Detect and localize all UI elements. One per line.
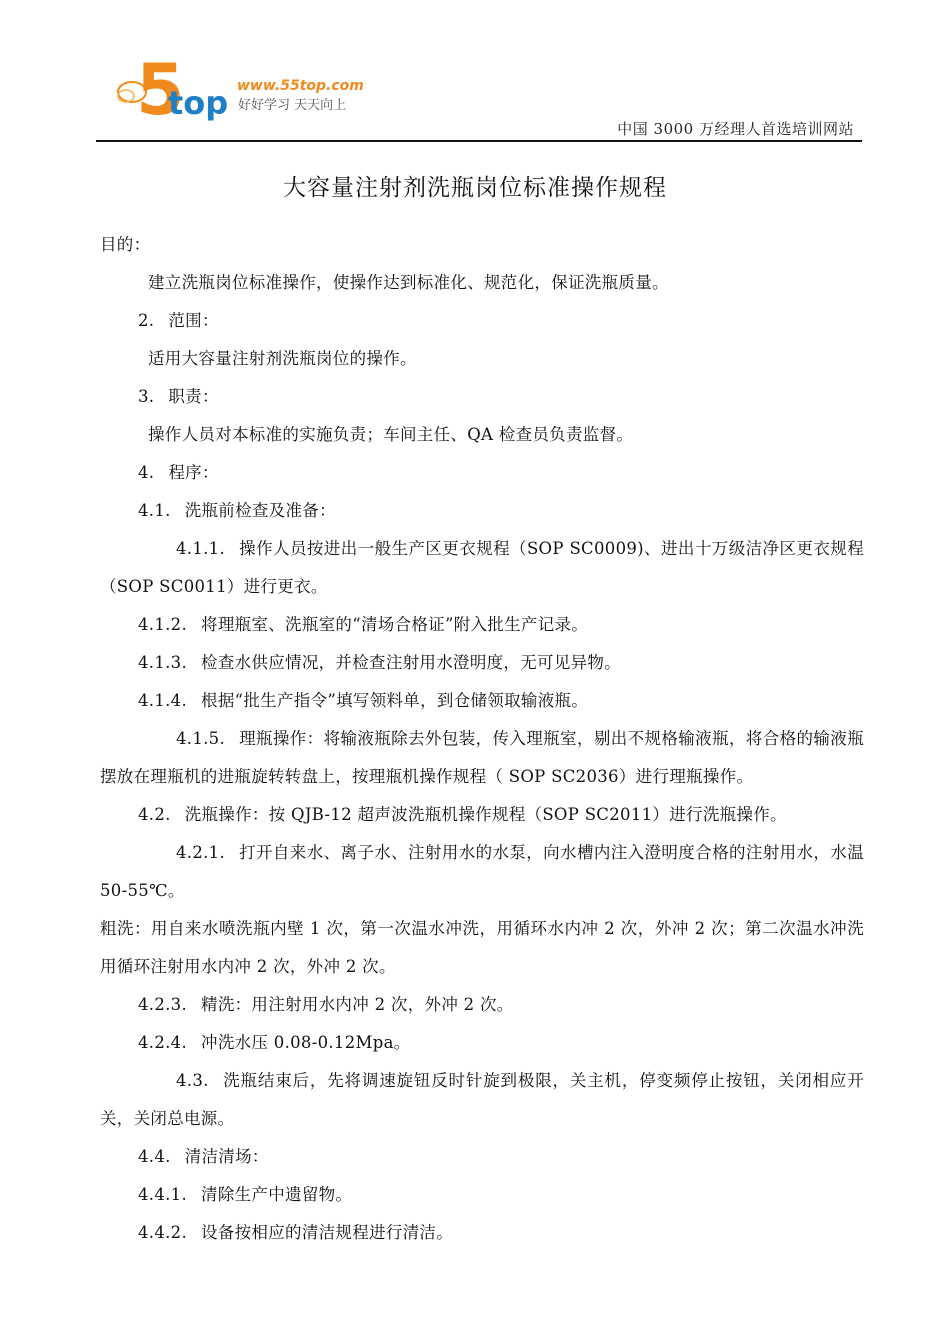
header-divider	[96, 140, 862, 142]
logo-slogan: 好好学习 天天向上	[238, 98, 347, 113]
item-4-2-3	[100, 986, 864, 1024]
section-procedure	[100, 454, 864, 492]
section-heading: 程序：	[168, 463, 219, 482]
section-4-4	[100, 1138, 864, 1176]
section-number: 4.	[138, 463, 155, 482]
document-body	[100, 226, 864, 1252]
logo-brand-word: top	[168, 84, 229, 122]
paragraph-text: 操作人员对本标准的实施负责；车间主任、QA 检查员负责监督。	[148, 425, 634, 444]
section-heading: 职责：	[168, 387, 219, 406]
item-4-1-4	[100, 682, 864, 720]
paragraph-scope-body	[100, 340, 864, 378]
item-4-1-1	[100, 530, 864, 606]
section-number: 4.4.	[138, 1147, 171, 1166]
item-number: 4.1.1.	[176, 539, 226, 558]
item-number: 4.4.2.	[138, 1223, 188, 1242]
section-responsibility	[100, 378, 864, 416]
item-4-2-1	[100, 834, 864, 910]
item-text: 洗瓶结束后，先将调速旋钮反时针旋到极限，关主机，停变频停止按钮，关闭相应开关，关闭总电源。	[100, 1071, 864, 1128]
section-number: 4.3.	[176, 1071, 209, 1090]
section-4-1	[100, 492, 864, 530]
header-tagline: 中国 3000 万经理人首选培训网站	[617, 120, 854, 138]
paragraph-text: 建立洗瓶岗位标准操作，使操作达到标准化、规范化，保证洗瓶质量。	[148, 273, 669, 292]
section-heading: 洗瓶前检查及准备：	[184, 501, 336, 520]
section-number: 2.	[138, 311, 155, 330]
item-4-2-4	[100, 1024, 864, 1062]
paragraph-rough-wash	[100, 910, 864, 986]
section-4-3	[100, 1062, 864, 1138]
paragraph-text: 适用大容量注射剂洗瓶岗位的操作。	[148, 349, 417, 368]
item-number: 4.2.1.	[176, 843, 226, 862]
item-4-1-2	[100, 606, 864, 644]
section-number: 4.1.	[138, 501, 171, 520]
item-number: 4.1.5.	[176, 729, 226, 748]
item-4-1-5	[100, 720, 864, 796]
paragraph-text: 目的：	[100, 235, 151, 254]
site-logo	[112, 52, 402, 127]
item-4-1-3	[100, 644, 864, 682]
item-number: 4.4.1.	[138, 1185, 188, 1204]
item-number: 4.1.2.	[138, 615, 188, 634]
item-text: 清除生产中遗留物。	[201, 1185, 353, 1204]
item-text: 打开自来水、离子水、注射用水的水泵，向水槽内注入澄明度合格的注射用水，水温 50-55℃。	[100, 843, 864, 900]
logo-url: www.55top.com	[237, 78, 364, 94]
paragraph-purpose-body	[100, 264, 864, 302]
section-number: 3.	[138, 387, 155, 406]
item-text: 操作人员按进出一般生产区更衣规程（SOP SC0009)、进出十万级洁净区更衣规程（SOP SC0011）进行更衣。	[100, 539, 864, 596]
item-number: 4.2.4.	[138, 1033, 188, 1052]
section-heading: 洗瓶操作：按 QJB-12 超声波洗瓶机操作规程（SOP SC2011）进行洗瓶操作。	[184, 805, 787, 824]
item-text: 精洗：用注射用水内冲 2 次，外冲 2 次。	[201, 995, 514, 1014]
section-heading: 范围：	[168, 311, 219, 330]
item-number: 4.1.3.	[138, 653, 188, 672]
item-text: 根据“批生产指令”填写领料单，到仓储领取输液瓶。	[201, 691, 589, 710]
item-number: 4.1.4.	[138, 691, 188, 710]
paragraph-purpose	[100, 226, 864, 264]
item-4-4-2	[100, 1214, 864, 1252]
paragraph-text: 粗洗：用自来水喷洗瓶内壁 1 次，第一次温水冲洗，用循环水内冲 2 次，外冲 2 次；第二次温水冲洗用循环注射用水内冲 2 次，外冲 2 次。	[100, 919, 864, 976]
section-heading: 清洁清场：	[184, 1147, 269, 1166]
item-text: 检查水供应情况，并检查注射用水澄明度，无可见异物。	[201, 653, 622, 672]
item-4-4-1	[100, 1176, 864, 1214]
item-text: 理瓶操作：将输液瓶除去外包装，传入理瓶室，剔出不规格输液瓶，将合格的输液瓶摆放在理瓶机的进瓶旋转转盘上，按理瓶机操作规程（ SOP SC2036）进行理瓶操作。	[100, 729, 864, 786]
section-number: 4.2.	[138, 805, 171, 824]
paragraph-responsibility-body	[100, 416, 864, 454]
item-text: 将理瓶室、洗瓶室的“清场合格证”附入批生产记录。	[201, 615, 589, 634]
section-scope	[100, 302, 864, 340]
section-4-2	[100, 796, 864, 834]
item-number: 4.2.3.	[138, 995, 188, 1014]
item-text: 冲洗水压 0.08-0.12Mpa。	[201, 1033, 411, 1052]
document-title: 大容量注射剂洗瓶岗位标准操作规程	[283, 175, 667, 201]
logo-brand-digit: 5	[136, 52, 185, 127]
item-text: 设备按相应的清洁规程进行清洁。	[201, 1223, 454, 1242]
